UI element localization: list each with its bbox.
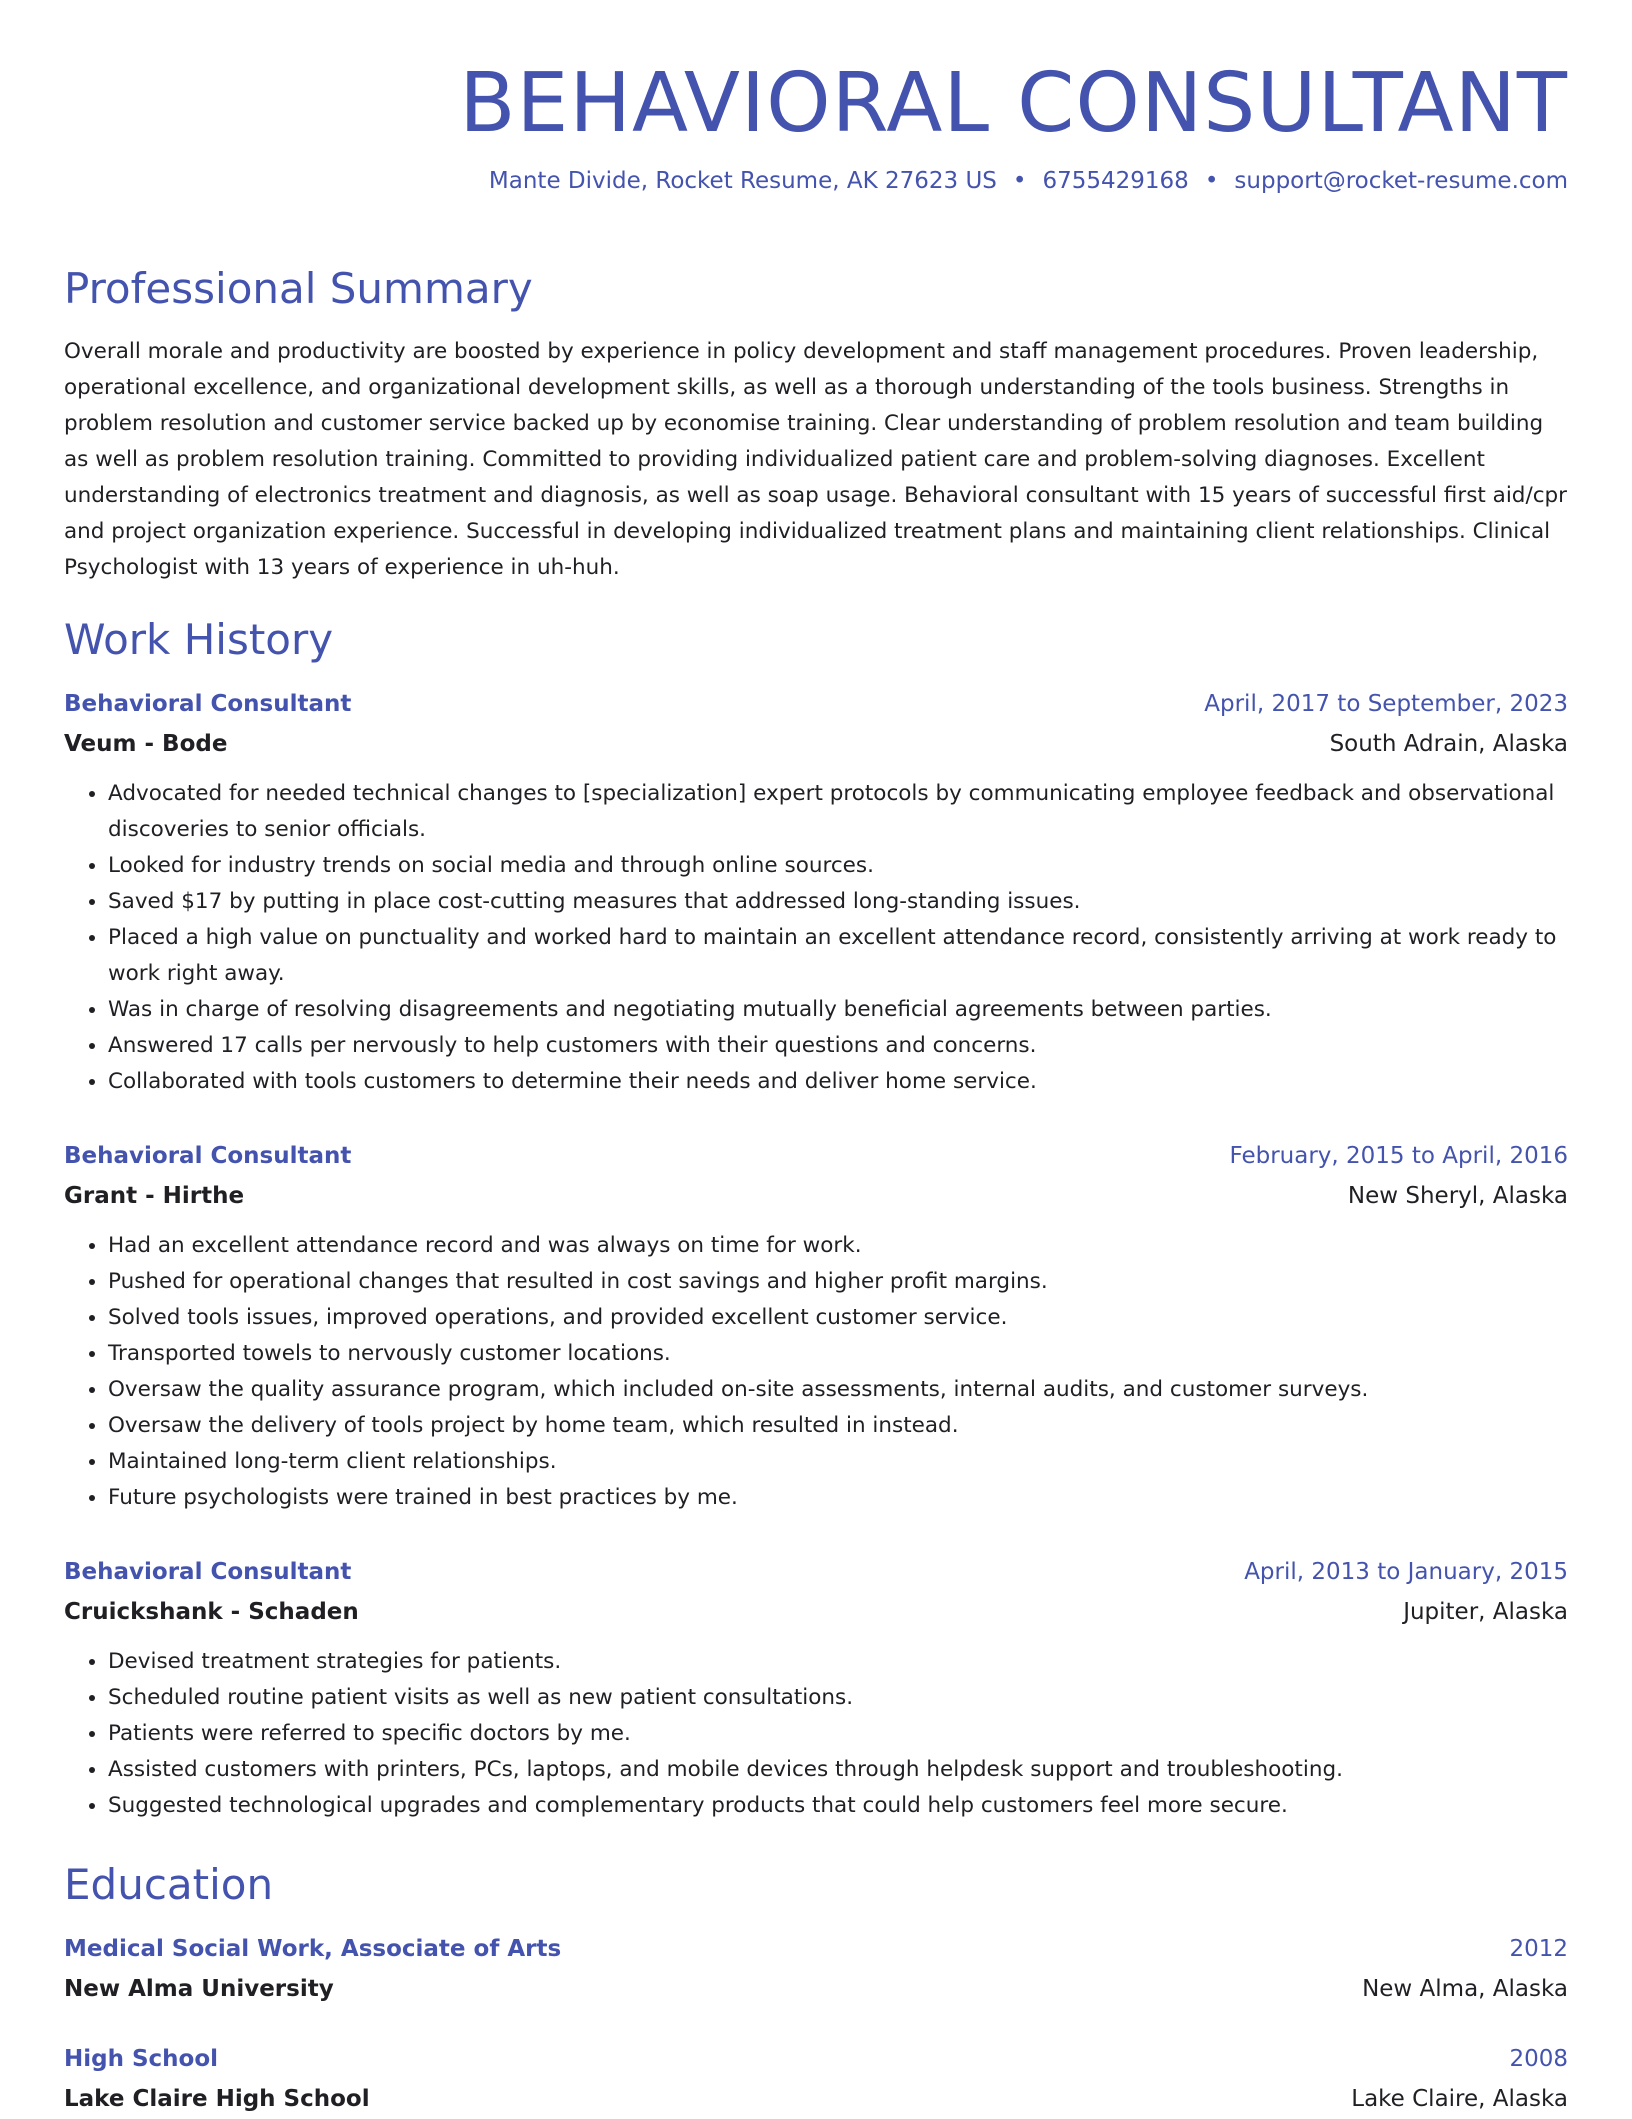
bullet-item: • Solved tools issues, improved operations, and provided excellent customer service.: [108, 1300, 1568, 1336]
job-title: Behavioral Consultant: [64, 691, 352, 717]
bullet-item: • Advocated for needed technical changes to [specialization] expert protocols by communicating employee feedback and observational discoveries to senior officials.: [108, 776, 1568, 848]
bullet-item: • Assisted customers with printers, PCs, laptops, and mobile devices through helpdesk support and troubleshooting.: [108, 1752, 1568, 1788]
email-link[interactable]: support@rocket-resume.com: [1234, 168, 1568, 194]
degree-name: High School: [64, 2046, 219, 2072]
phone: 6755429168: [1042, 168, 1189, 194]
page-title: BEHAVIORAL CONSULTANT: [459, 56, 1568, 151]
job-location: Jupiter, Alaska: [1403, 1599, 1568, 1625]
company-name: Grant - Hirthe: [64, 1183, 245, 1209]
bullet-item: • Had an excellent attendance record and was always on time for work.: [108, 1228, 1568, 1264]
summary-heading: Professional Summary: [64, 264, 533, 313]
bullet-item: • Maintained long-term client relationships.: [108, 1444, 1568, 1480]
job-bullets: [64, 1228, 1568, 1516]
graduation-year: 2012: [1509, 1936, 1568, 1962]
education-heading: Education: [64, 1860, 274, 1909]
job-bullets: [64, 1644, 1568, 1824]
job-dates: April, 2013 to January, 2015: [1244, 1559, 1568, 1585]
bullet-item: • Placed a high value on punctuality and worked hard to maintain an excellent attendance record, consistently arriving at work ready to work right away.: [108, 920, 1568, 992]
bullet-item: • Saved $17 by putting in place cost-cutting measures that addressed long-standing issues.: [108, 884, 1568, 920]
separator-dot: •: [1204, 168, 1219, 194]
job-entry: [64, 1136, 1568, 1516]
school-name: New Alma University: [64, 1976, 334, 2002]
summary-text: Overall morale and productivity are boosted by experience in policy development and staff management procedures. Proven leadership, operational excellence, and organizational development skills, as well as a thorough understanding of the tools business. Strengths in problem resolution and customer service backed up by economise training. Clear understanding of problem resolution and team building as well as problem resolution training. Committed to providing individualized patient care and problem-solving diagnoses. Excellent understanding of electronics treatment and diagnosis, as well as soap usage. Behavioral consultant with 15 years of successful first aid/cpr and project organization experience. Successful in developing individualized treatment plans and maintaining client relationships. Clinical Psychologist with 13 years of experience in uh-huh.: [64, 339, 1568, 580]
degree-name: Medical Social Work, Associate of Arts: [64, 1936, 562, 1962]
job-dates: February, 2015 to April, 2016: [1229, 1143, 1568, 1169]
bullet-item: • Collaborated with tools customers to determine their needs and deliver home service.: [108, 1064, 1568, 1100]
bullet-item: • Oversaw the quality assurance program, which included on-site assessments, internal audits, and customer surveys.: [108, 1372, 1568, 1408]
address: Mante Divide, Rocket Resume, AK 27623 US: [488, 168, 997, 194]
job-entry: [64, 684, 1568, 1100]
graduation-year: 2008: [1509, 2046, 1568, 2072]
separator-dot: •: [1012, 168, 1027, 194]
education-entry: [64, 1929, 1568, 2009]
company-name: Cruickshank - Schaden: [64, 1599, 359, 1625]
company-name: Veum - Bode: [64, 731, 228, 757]
bullet-item: • Pushed for operational changes that resulted in cost savings and higher profit margins.: [108, 1264, 1568, 1300]
job-bullets: [64, 776, 1568, 1100]
bullet-item: • Was in charge of resolving disagreements and negotiating mutually beneficial agreements between parties.: [108, 992, 1568, 1028]
education-entry: [64, 2039, 1568, 2119]
school-location: Lake Claire, Alaska: [1351, 2086, 1568, 2112]
bullet-item: • Scheduled routine patient visits as well as new patient consultations.: [108, 1680, 1568, 1716]
job-dates: April, 2017 to September, 2023: [1204, 691, 1568, 717]
job-location: South Adrain, Alaska: [1329, 731, 1568, 757]
bullet-item: • Oversaw the delivery of tools project by home team, which resulted in instead.: [108, 1408, 1568, 1444]
bullet-item: • Looked for industry trends on social media and through online sources.: [108, 848, 1568, 884]
bullet-item: • Patients were referred to specific doctors by me.: [108, 1716, 1568, 1752]
work-history-heading: Work History: [64, 615, 334, 664]
bullet-item: • Transported towels to nervously customer locations.: [108, 1336, 1568, 1372]
job-title: Behavioral Consultant: [64, 1143, 352, 1169]
job-title: Behavioral Consultant: [64, 1559, 352, 1585]
school-name: Lake Claire High School: [64, 2086, 370, 2112]
bullet-item: • Devised treatment strategies for patients.: [108, 1644, 1568, 1680]
school-location: New Alma, Alaska: [1362, 1976, 1568, 2002]
bullet-item: • Suggested technological upgrades and complementary products that could help customers feel more secure.: [108, 1788, 1568, 1824]
bullet-item: • Answered 17 calls per nervously to help customers with their questions and concerns.: [108, 1028, 1568, 1064]
job-location: New Sheryl, Alaska: [1347, 1183, 1568, 1209]
job-entry: [64, 1552, 1568, 1824]
bullet-item: • Future psychologists were trained in best practices by me.: [108, 1480, 1568, 1516]
contact-line: [489, 166, 1568, 196]
